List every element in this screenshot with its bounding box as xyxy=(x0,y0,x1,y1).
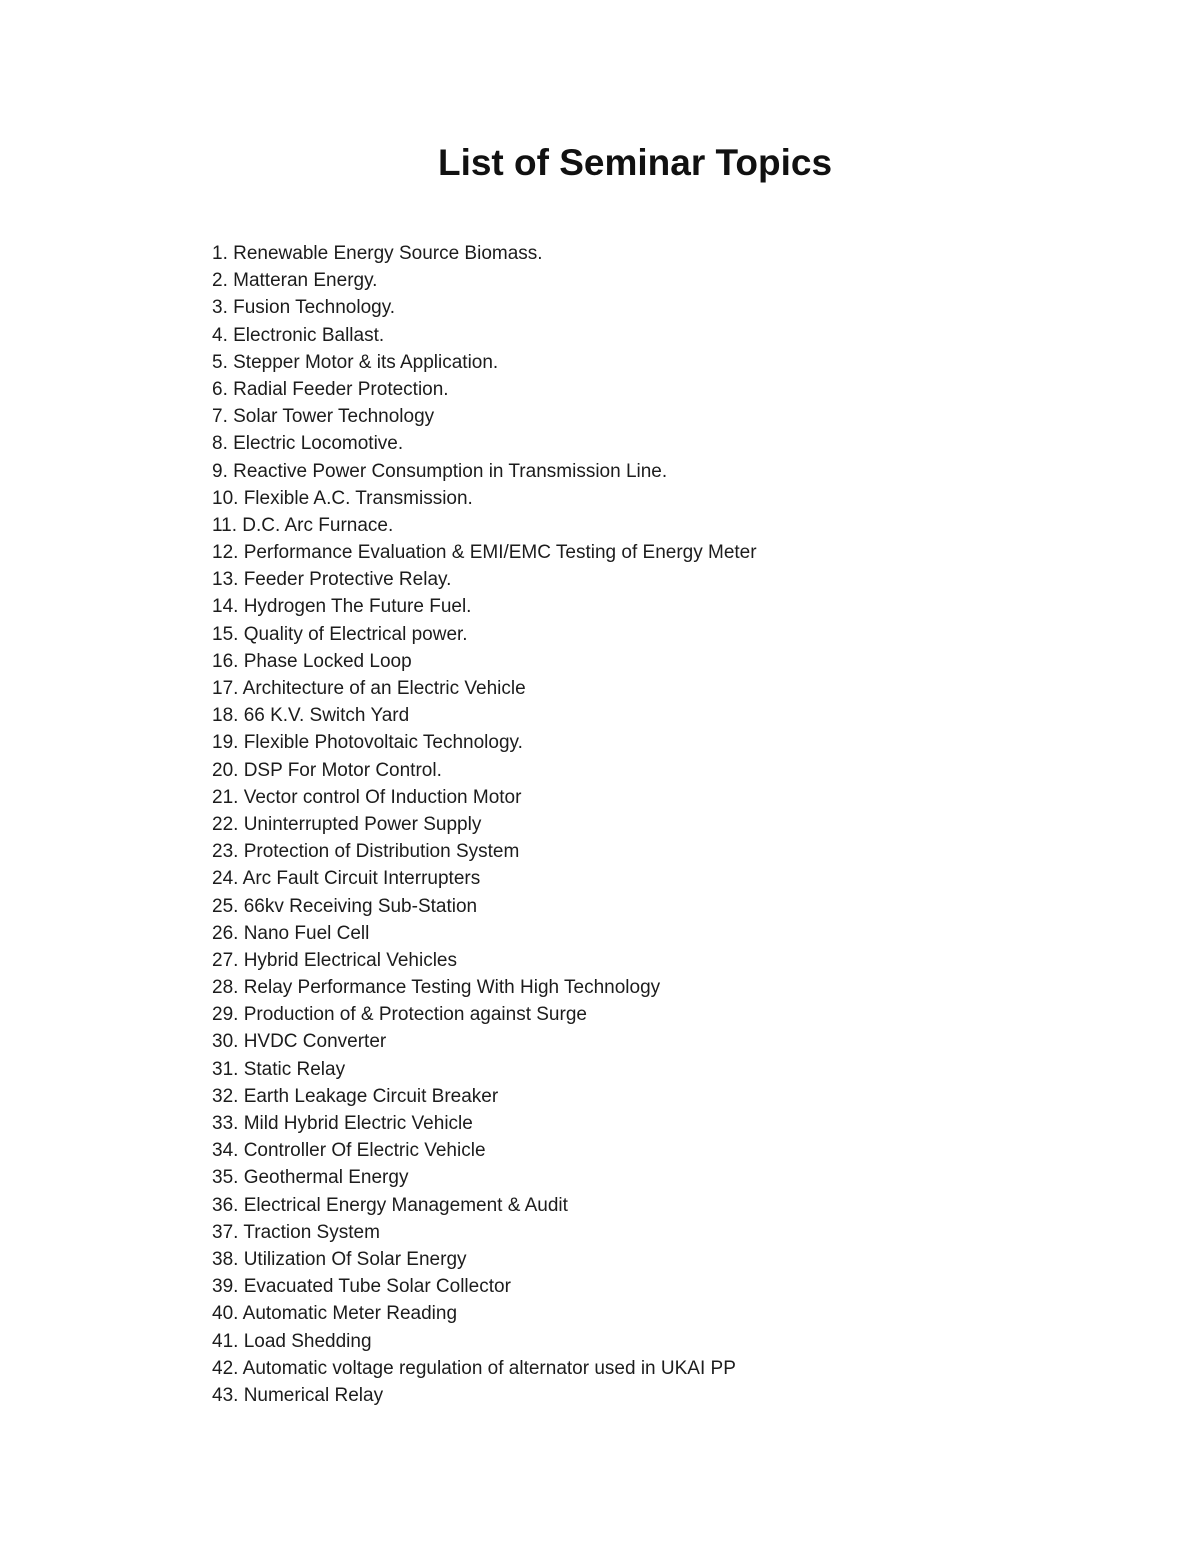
topic-item: 33. Mild Hybrid Electric Vehicle xyxy=(212,1113,473,1134)
topic-item: 15. Quality of Electrical power. xyxy=(212,623,468,645)
topic-item: 18. 66 K.V. Switch Yard xyxy=(212,705,410,727)
topic-item: 10. Flexible A.C. Transmission. xyxy=(212,487,473,509)
topic-item: 39. Evacuated Tube Solar Collector xyxy=(212,1276,511,1298)
topic-item: 5. Stepper Motor & its Application. xyxy=(212,351,499,373)
topic-item: 37. Traction System xyxy=(212,1221,380,1243)
topic-item: 40. Automatic Meter Reading xyxy=(212,1303,458,1325)
topic-item: 32. Earth Leakage Circuit Breaker xyxy=(212,1085,499,1107)
topic-item: 11. D.C. Arc Furnace. xyxy=(212,514,394,536)
topic-item: 29. Production of & Protection against Surge xyxy=(212,1004,587,1026)
topic-item: 12. Performance Evaluation & EMI/EMC Testing of Energy Meter xyxy=(212,542,757,564)
topic-item: 23. Protection of Distribution System xyxy=(212,841,520,863)
topic-item: 14. Hydrogen The Future Fuel. xyxy=(212,596,472,618)
topic-item: 31. Static Relay xyxy=(212,1058,346,1080)
topic-item: 26. Nano Fuel Cell xyxy=(212,922,370,944)
topic-item: 4. Electronic Ballast. xyxy=(212,324,385,346)
topic-item: 3. Fusion Technology. xyxy=(212,297,396,319)
topic-item: 16. Phase Locked Loop xyxy=(212,650,412,672)
topic-item: 6. Radial Feeder Protection. xyxy=(212,378,449,400)
topic-item: 22. Uninterrupted Power Supply xyxy=(212,813,482,835)
page-title: List of Seminar Topics xyxy=(437,142,833,183)
topic-item: 21. Vector control Of Induction Motor xyxy=(212,786,522,808)
topic-item: 35. Geothermal Energy xyxy=(212,1167,409,1189)
topic-item: 13. Feeder Protective Relay. xyxy=(212,569,452,591)
topic-item: 9. Reactive Power Consumption in Transmission Line. xyxy=(212,460,668,482)
topic-item: 41. Load Shedding xyxy=(212,1330,372,1352)
topic-item: 8. Electric Locomotive. xyxy=(212,433,404,455)
topic-item: 17. Architecture of an Electric Vehicle xyxy=(212,678,526,699)
topic-item: 25. 66kv Receiving Sub-Station xyxy=(212,895,478,917)
topic-item: 24. Arc Fault Circuit Interrupters xyxy=(212,868,481,890)
topic-item: 19. Flexible Photovoltaic Technology. xyxy=(212,732,523,754)
topic-item: 7. Solar Tower Technology xyxy=(212,406,435,428)
topic-item: 43. Numerical Relay xyxy=(212,1384,384,1406)
topic-item: 27. Hybrid Electrical Vehicles xyxy=(212,949,457,971)
topic-item: 38. Utilization Of Solar Energy xyxy=(212,1248,467,1270)
topic-item: 36. Electrical Energy Management & Audit xyxy=(212,1194,568,1216)
topic-item: 42. Automatic voltage regulation of alternator used in UKAI PP xyxy=(212,1357,736,1379)
topic-item: 30. HVDC Converter xyxy=(212,1031,387,1053)
topic-item: 2. Matteran Energy. xyxy=(212,270,378,292)
topic-list xyxy=(212,240,757,1409)
topic-item: 34. Controller Of Electric Vehicle xyxy=(212,1140,486,1162)
topic-item: 1. Renewable Energy Source Biomass. xyxy=(212,243,543,264)
topic-item: 28. Relay Performance Testing With High Technology xyxy=(212,977,661,999)
topic-item: 20. DSP For Motor Control. xyxy=(212,759,442,781)
